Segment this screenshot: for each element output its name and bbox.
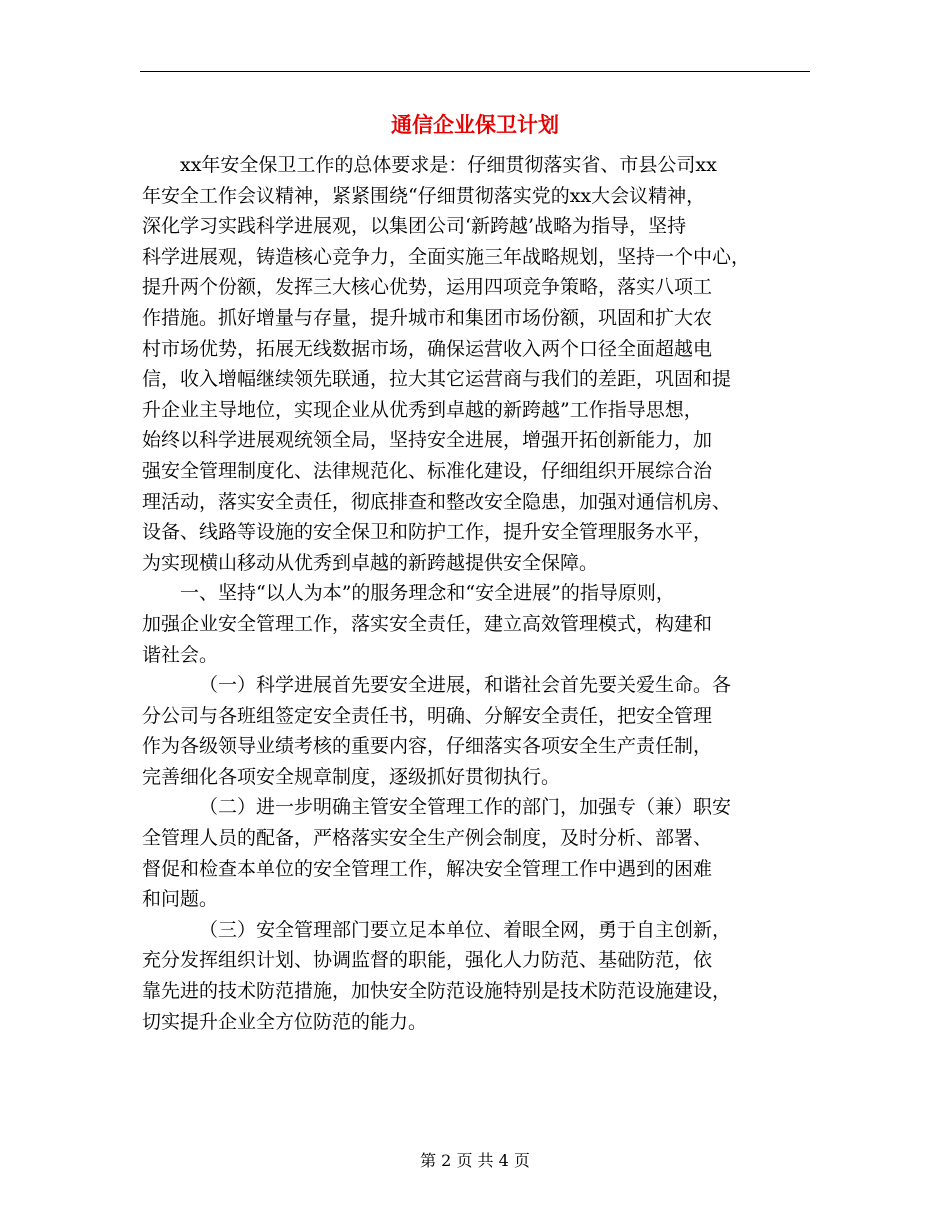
text-line: 理活动，落实安全责任，彻底排查和整改安全隐患，加强对通信机房、 <box>142 490 732 513</box>
text-line: 升企业主导地位，实现企业从优秀到卓越的新跨越”工作指导思想， <box>142 398 703 421</box>
text-line: 为实现横山移动从优秀到卓越的新跨越提供安全保障。 <box>142 551 599 574</box>
paragraph-section-one <box>142 578 812 670</box>
text-line: xx年安全保卫工作的总体要求是：仔细贯彻落实省、市县公司xx <box>180 154 717 176</box>
text-line: 谐社会。 <box>142 643 219 666</box>
text-line: 科学进展观，铸造核心竞争力，全面实施三年战略规划，坚持一个中心， <box>142 245 751 268</box>
text-line: 提升两个份额，发挥三大核心优势，运用四项竞争策略，落实八项工 <box>142 276 713 299</box>
paragraph-general-requirements <box>142 150 812 578</box>
text-line: 作为各级领导业绩考核的重要内容，仔细落实各项安全生产责任制， <box>142 735 713 758</box>
text-line: 始终以科学进展观统领全局，坚持安全进展，增强开拓创新能力，加 <box>142 429 713 452</box>
text-line: 深化学习实践科学进展观，以集团公司‘新跨越’战略为指导，坚持 <box>142 215 687 238</box>
text-line: 靠先进的技术防范措施，加快安全防范设施特别是技术防范设施建设， <box>142 980 732 1003</box>
text-line: 全管理人员的配备，严格落实安全生产例会制度，及时分析、部署、 <box>142 827 713 850</box>
text-line: 加强企业安全管理工作，落实安全责任，建立高效管理模式，构建和 <box>142 612 713 635</box>
text-line: 年安全工作会议精神，紧紧围绕“仔细贯彻落实党的xx大会议精神， <box>142 184 706 207</box>
text-line: 完善细化各项安全规章制度，逐级抓好贯彻执行。 <box>142 765 561 788</box>
document-body <box>142 150 812 1037</box>
text-line: （一）科学进展首先要安全进展，和谐社会首先要关爱生命。各 <box>199 674 732 697</box>
text-line: 作措施。抓好增量与存量，提升城市和集团市场份额，巩固和扩大农 <box>142 306 713 329</box>
text-line: 和问题。 <box>142 888 219 911</box>
text-line: （二）进一步明确主管安全管理工作的部门，加强专（兼）职安 <box>199 796 732 819</box>
text-line: 督促和检查本单位的安全管理工作，解决安全管理工作中遇到的困难 <box>142 857 713 880</box>
document-title: 通信企业保卫计划 <box>391 113 559 137</box>
text-line: 信，收入增幅继续领先联通，拉大其它运营商与我们的差距，巩固和提 <box>142 368 732 391</box>
text-line: 设备、线路等设施的安全保卫和防护工作，提升安全管理服务水平， <box>142 521 713 544</box>
paragraph-item-three <box>142 915 812 1037</box>
header-divider <box>140 71 810 72</box>
text-line: （三）安全管理部门要立足本单位、着眼全网，勇于自主创新， <box>199 918 732 941</box>
text-line: 一、坚持“以人为本”的服务理念和“安全进展”的指导原则， <box>180 582 675 605</box>
text-line: 切实提升企业全方位防范的能力。 <box>142 1010 428 1033</box>
text-line: 分公司与各班组签定安全责任书，明确、分解安全责任，把安全管理 <box>142 704 713 727</box>
page-number-footer: 第 2 页 共 4 页 <box>420 1151 530 1170</box>
text-line: 村市场优势，拓展无线数据市场，确保运营收入两个口径全面超越电 <box>142 337 713 360</box>
text-line: 强安全管理制度化、法律规范化、标准化建设，仔细组织开展综合治 <box>142 459 713 482</box>
paragraph-item-one <box>142 670 812 792</box>
paragraph-item-two <box>142 792 812 914</box>
text-line: 充分发挥组织计划、协调监督的职能，强化人力防范、基础防范，依 <box>142 949 713 972</box>
